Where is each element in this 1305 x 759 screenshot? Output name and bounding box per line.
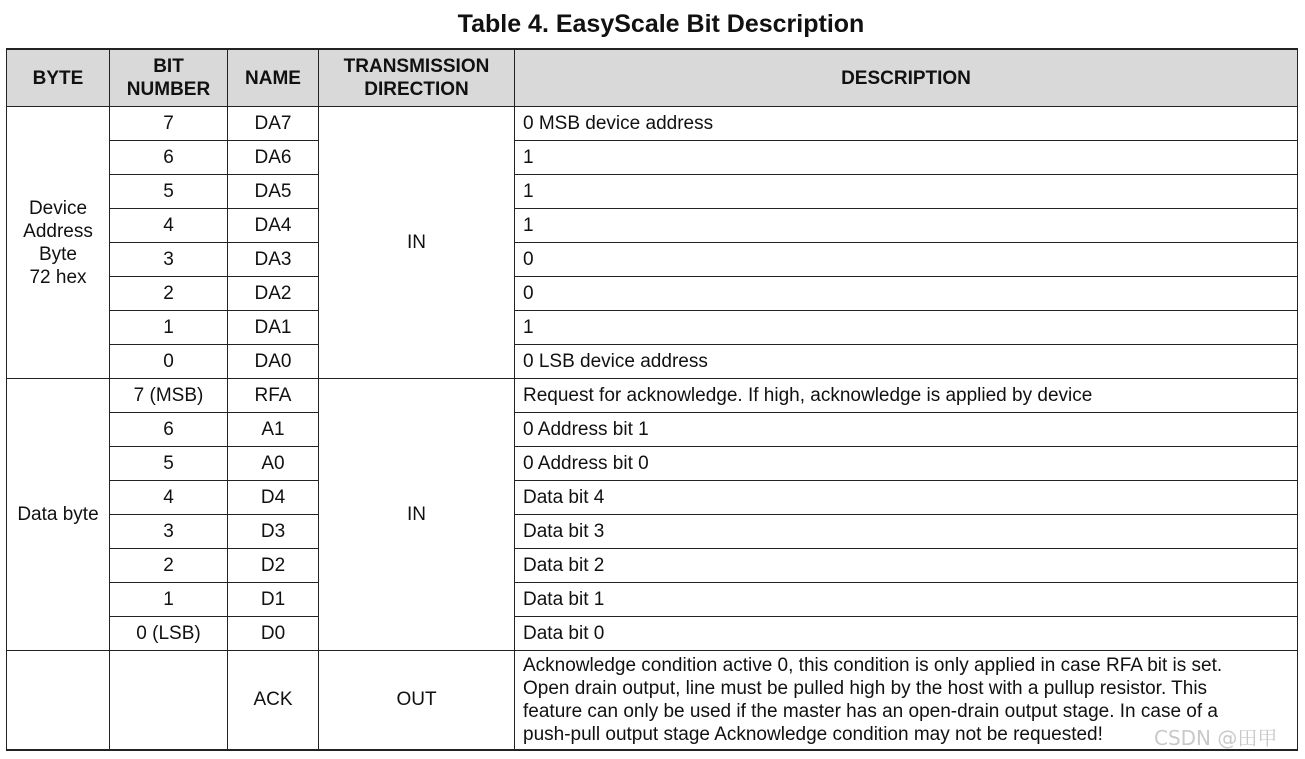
description-cell: 1 <box>515 141 1298 175</box>
device-address-byte-cell: Device Address Byte 72 hex <box>7 107 110 379</box>
device-address-direction-cell: IN <box>319 107 515 379</box>
bit-number-cell: 3 <box>110 515 228 549</box>
name-cell: DA1 <box>228 311 319 345</box>
name-cell: D1 <box>228 583 319 617</box>
bit-number-cell: 4 <box>110 481 228 515</box>
table-row <box>7 617 1298 651</box>
ack-bit-number-cell <box>110 651 228 751</box>
table-row <box>7 481 1298 515</box>
name-cell: A1 <box>228 413 319 447</box>
description-cell: Data bit 1 <box>515 583 1298 617</box>
bit-number-cell: 7 <box>110 107 228 141</box>
description-cell: 0 Address bit 1 <box>515 413 1298 447</box>
table-row <box>7 379 1298 413</box>
description-cell: 0 <box>515 277 1298 311</box>
bit-number-cell: 6 <box>110 141 228 175</box>
bit-number-cell: 6 <box>110 413 228 447</box>
ack-byte-cell <box>7 651 110 751</box>
name-cell: DA7 <box>228 107 319 141</box>
table-title: Table 4. EasyScale Bit Description <box>457 10 865 38</box>
bit-number-cell: 0 (LSB) <box>110 617 228 651</box>
table-row <box>7 583 1298 617</box>
description-cell: 1 <box>515 311 1298 345</box>
name-cell: DA4 <box>228 209 319 243</box>
description-cell: 0 LSB device address <box>515 345 1298 379</box>
description-cell: Data bit 2 <box>515 549 1298 583</box>
bit-number-cell: 2 <box>110 549 228 583</box>
header-byte: BYTE <box>7 49 110 107</box>
name-cell: DA3 <box>228 243 319 277</box>
description-cell: Data bit 3 <box>515 515 1298 549</box>
header-bit-number: BIT NUMBER <box>110 49 228 107</box>
table-row <box>7 277 1298 311</box>
table-row <box>7 107 1298 141</box>
table-row <box>7 243 1298 277</box>
table-row <box>7 311 1298 345</box>
name-cell: D4 <box>228 481 319 515</box>
data-byte-direction-cell: IN <box>319 379 515 651</box>
table-row <box>7 209 1298 243</box>
description-cell: Data bit 0 <box>515 617 1298 651</box>
bit-number-cell: 2 <box>110 277 228 311</box>
data-byte-cell: Data byte <box>7 379 110 651</box>
description-cell: 1 <box>515 175 1298 209</box>
bit-number-cell: 7 (MSB) <box>110 379 228 413</box>
name-cell: DA5 <box>228 175 319 209</box>
bit-number-cell: 3 <box>110 243 228 277</box>
bit-number-cell: 1 <box>110 311 228 345</box>
header-row <box>7 49 1298 107</box>
table-row <box>7 515 1298 549</box>
description-cell: 1 <box>515 209 1298 243</box>
bit-number-cell: 5 <box>110 175 228 209</box>
name-cell: DA0 <box>228 345 319 379</box>
table-row <box>7 447 1298 481</box>
bit-number-cell: 0 <box>110 345 228 379</box>
watermark: CSDN @田甲 <box>1154 726 1278 750</box>
table-row <box>7 345 1298 379</box>
description-cell: 0 MSB device address <box>515 107 1298 141</box>
description-cell: Data bit 4 <box>515 481 1298 515</box>
table-row <box>7 549 1298 583</box>
header-name: NAME <box>228 49 319 107</box>
table-row <box>7 175 1298 209</box>
header-description: DESCRIPTION <box>515 49 1298 107</box>
description-cell: 0 <box>515 243 1298 277</box>
header-transmission-direction: TRANSMISSION DIRECTION <box>319 49 515 107</box>
name-cell: A0 <box>228 447 319 481</box>
bit-number-cell: 1 <box>110 583 228 617</box>
bit-number-cell: 4 <box>110 209 228 243</box>
ack-direction-cell: OUT <box>319 651 515 751</box>
bit-description-table <box>6 48 1298 751</box>
bit-number-cell: 5 <box>110 447 228 481</box>
name-cell: ACK <box>228 651 319 751</box>
table-row <box>7 141 1298 175</box>
name-cell: D0 <box>228 617 319 651</box>
name-cell: DA6 <box>228 141 319 175</box>
ack-description-cell: Acknowledge condition active 0, this condition is only applied in case RFA bit is set. Open drain output, line must be pulled high by the host with a pullup resistor. This feature can only be used if the master has an open-drain output stage. In case of a push-pull output stage Acknowledge condition may not be requested! <box>515 651 1298 751</box>
name-cell: RFA <box>228 379 319 413</box>
name-cell: DA2 <box>228 277 319 311</box>
name-cell: D3 <box>228 515 319 549</box>
description-cell: Request for acknowledge. If high, acknowledge is applied by device <box>515 379 1298 413</box>
description-cell: 0 Address bit 0 <box>515 447 1298 481</box>
name-cell: D2 <box>228 549 319 583</box>
table-row <box>7 413 1298 447</box>
ack-row <box>7 651 1298 751</box>
